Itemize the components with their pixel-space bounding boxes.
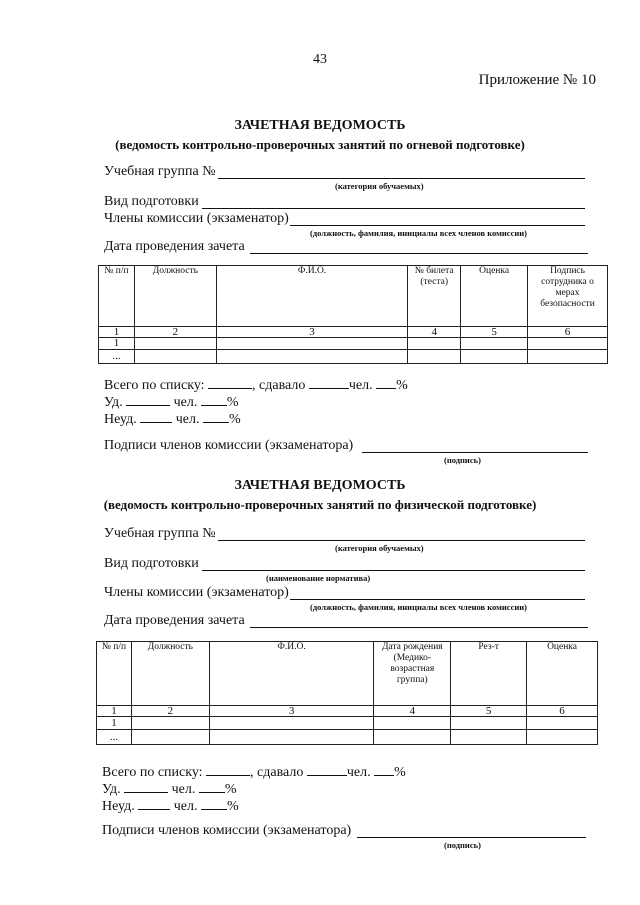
cell-name[interactable] — [216, 338, 407, 350]
commission-hint: (должность, фамилия, инициалы всех членов комиссии) — [310, 602, 527, 612]
group-label: Учебная группа № — [104, 164, 216, 179]
signature-hint: (подпись) — [444, 840, 481, 850]
commission-hint: (должность, фамилия, инициалы всех членов комиссии) — [310, 228, 527, 238]
percent-unit: % — [224, 782, 237, 797]
cell-birth-date[interactable] — [374, 730, 451, 745]
column-number: 5 — [451, 706, 527, 717]
commission-label: Члены комиссии (экзаменатор) — [104, 585, 289, 600]
table-row — [99, 338, 608, 350]
row-number: 1 — [99, 338, 135, 350]
people-unit: чел. — [171, 782, 196, 797]
column-number: 2 — [131, 706, 209, 717]
summary-block — [104, 376, 408, 427]
group-hint: (категория обучаемых) — [335, 181, 424, 191]
people-unit: чел. — [348, 378, 373, 393]
total-blank[interactable] — [208, 376, 252, 389]
signature-line[interactable] — [357, 837, 586, 838]
cell-result[interactable] — [451, 717, 527, 730]
people-unit: чел. — [346, 765, 371, 780]
training-hint: (наименование норматива) — [266, 573, 371, 583]
cell-result[interactable] — [451, 730, 527, 745]
commission-input-line[interactable] — [290, 225, 585, 226]
section-subtitle: (ведомость контрольно-проверочных занятий по огневой подготовке) — [115, 137, 525, 152]
summary-satisfactory-line — [102, 780, 406, 797]
table-row — [99, 350, 608, 364]
header-cell: Подпись сотрудника о мерах безопасности — [528, 266, 608, 327]
results-table — [96, 641, 598, 745]
results-table — [98, 265, 608, 364]
cell-name[interactable] — [209, 717, 374, 730]
percent-unit: % — [396, 378, 408, 393]
total-label: Всего по списку: — [102, 765, 203, 780]
cell-position[interactable] — [134, 350, 216, 364]
header-cell: Ф.И.О. — [216, 266, 407, 327]
group-label: Учебная группа № — [104, 526, 216, 541]
header-cell: Дата рождения (Медико-возрастная группа) — [374, 642, 451, 706]
people-unit: чел. — [173, 799, 198, 814]
section-title: ЗАЧЕТНАЯ ВЕДОМОСТЬ — [234, 478, 406, 493]
percent-unit: % — [226, 395, 239, 410]
column-number: 4 — [374, 706, 451, 717]
satisfactory-label: Уд. — [104, 395, 123, 410]
cell-signature[interactable] — [528, 350, 608, 364]
summary-total-line — [104, 376, 408, 393]
header-cell: Ф.И.О. — [209, 642, 374, 706]
cell-ticket[interactable] — [408, 338, 461, 350]
column-number: 3 — [209, 706, 374, 717]
cell-grade[interactable] — [527, 730, 598, 745]
total-blank[interactable] — [206, 763, 250, 776]
cell-grade[interactable] — [527, 717, 598, 730]
column-number: 3 — [216, 327, 407, 338]
column-number: 1 — [97, 706, 132, 717]
header-cell: № п/п — [97, 642, 132, 706]
commission-input-line[interactable] — [290, 599, 585, 600]
cell-name[interactable] — [209, 730, 374, 745]
unsatisfactory-label: Неуд. — [104, 412, 137, 427]
satisfactory-blank[interactable] — [124, 780, 168, 793]
passed-percent-blank[interactable] — [374, 763, 394, 776]
row-number: 1 — [97, 717, 132, 730]
page-number: 43 — [313, 52, 327, 67]
unsatisfactory-percent-blank[interactable] — [201, 797, 227, 810]
header-cell: Рез-т — [451, 642, 527, 706]
people-unit: чел. — [173, 395, 198, 410]
column-number: 6 — [528, 327, 608, 338]
column-number: 4 — [408, 327, 461, 338]
passed-label: , сдавало — [252, 378, 306, 393]
header-cell: Должность — [134, 266, 216, 327]
summary-unsatisfactory-line — [102, 797, 406, 814]
header-cell: № билета (теста) — [408, 266, 461, 327]
header-cell: Должность — [131, 642, 209, 706]
unsatisfactory-blank[interactable] — [140, 410, 172, 423]
cell-name[interactable] — [216, 350, 407, 364]
column-number: 6 — [527, 706, 598, 717]
row-number: ... — [97, 730, 132, 745]
commission-label: Члены комиссии (экзаменатор) — [104, 211, 289, 226]
passed-percent-blank[interactable] — [376, 376, 396, 389]
header-cell: Оценка — [527, 642, 598, 706]
unsatisfactory-percent-blank[interactable] — [203, 410, 229, 423]
percent-unit: % — [226, 799, 239, 814]
group-hint: (категория обучаемых) — [335, 543, 424, 553]
percent-unit: % — [394, 765, 406, 780]
signature-label: Подписи членов комиссии (экзаменатора) — [102, 823, 352, 838]
satisfactory-blank[interactable] — [126, 393, 170, 406]
column-number: 2 — [134, 327, 216, 338]
table-header-row — [97, 642, 598, 706]
satisfactory-percent-blank[interactable] — [199, 780, 225, 793]
signature-label: Подписи членов комиссии (экзаменатора) — [104, 438, 354, 453]
training-input-line[interactable] — [202, 570, 585, 571]
cell-signature[interactable] — [528, 338, 608, 350]
group-input-line[interactable] — [218, 540, 585, 541]
table-row — [97, 730, 598, 745]
date-label: Дата проведения зачета — [104, 239, 245, 254]
column-number-row — [97, 706, 598, 717]
header-cell: Оценка — [461, 266, 528, 327]
date-label: Дата проведения зачета — [104, 613, 245, 628]
passed-label: , сдавало — [250, 765, 304, 780]
summary-total-line — [102, 763, 406, 780]
column-number: 1 — [99, 327, 135, 338]
header-cell: № п/п — [99, 266, 135, 327]
cell-ticket[interactable] — [408, 350, 461, 364]
training-label: Вид подготовки — [104, 194, 199, 209]
satisfactory-percent-blank[interactable] — [201, 393, 227, 406]
training-label: Вид подготовки — [104, 556, 199, 571]
table-header-row — [99, 266, 608, 327]
unsatisfactory-label: Неуд. — [102, 799, 135, 814]
cell-grade[interactable] — [461, 338, 528, 350]
section-title: ЗАЧЕТНАЯ ВЕДОМОСТЬ — [234, 118, 406, 133]
table-row — [97, 717, 598, 730]
date-input-line[interactable] — [250, 627, 588, 628]
column-number: 5 — [461, 327, 528, 338]
satisfactory-label: Уд. — [102, 782, 121, 797]
summary-satisfactory-line — [104, 393, 408, 410]
column-number-row — [99, 327, 608, 338]
total-label: Всего по списку: — [104, 378, 205, 393]
passed-blank[interactable] — [307, 763, 347, 776]
cell-grade[interactable] — [461, 350, 528, 364]
unsatisfactory-blank[interactable] — [138, 797, 170, 810]
cell-position[interactable] — [134, 338, 216, 350]
cell-position[interactable] — [131, 717, 209, 730]
passed-blank[interactable] — [309, 376, 349, 389]
cell-birth-date[interactable] — [374, 717, 451, 730]
signature-line[interactable] — [362, 452, 588, 453]
people-unit: чел. — [175, 412, 200, 427]
cell-position[interactable] — [131, 730, 209, 745]
row-number: ... — [99, 350, 135, 364]
appendix-label: Приложение № 10 — [478, 72, 596, 88]
section-subtitle: (ведомость контрольно-проверочных занятий по физической подготовке) — [103, 497, 537, 512]
percent-unit: % — [228, 412, 241, 427]
summary-block — [102, 763, 406, 814]
signature-hint: (подпись) — [444, 455, 481, 465]
summary-unsatisfactory-line — [104, 410, 408, 427]
group-input-line[interactable] — [218, 178, 585, 179]
date-input-line[interactable] — [250, 253, 588, 254]
training-input-line[interactable] — [202, 208, 585, 209]
